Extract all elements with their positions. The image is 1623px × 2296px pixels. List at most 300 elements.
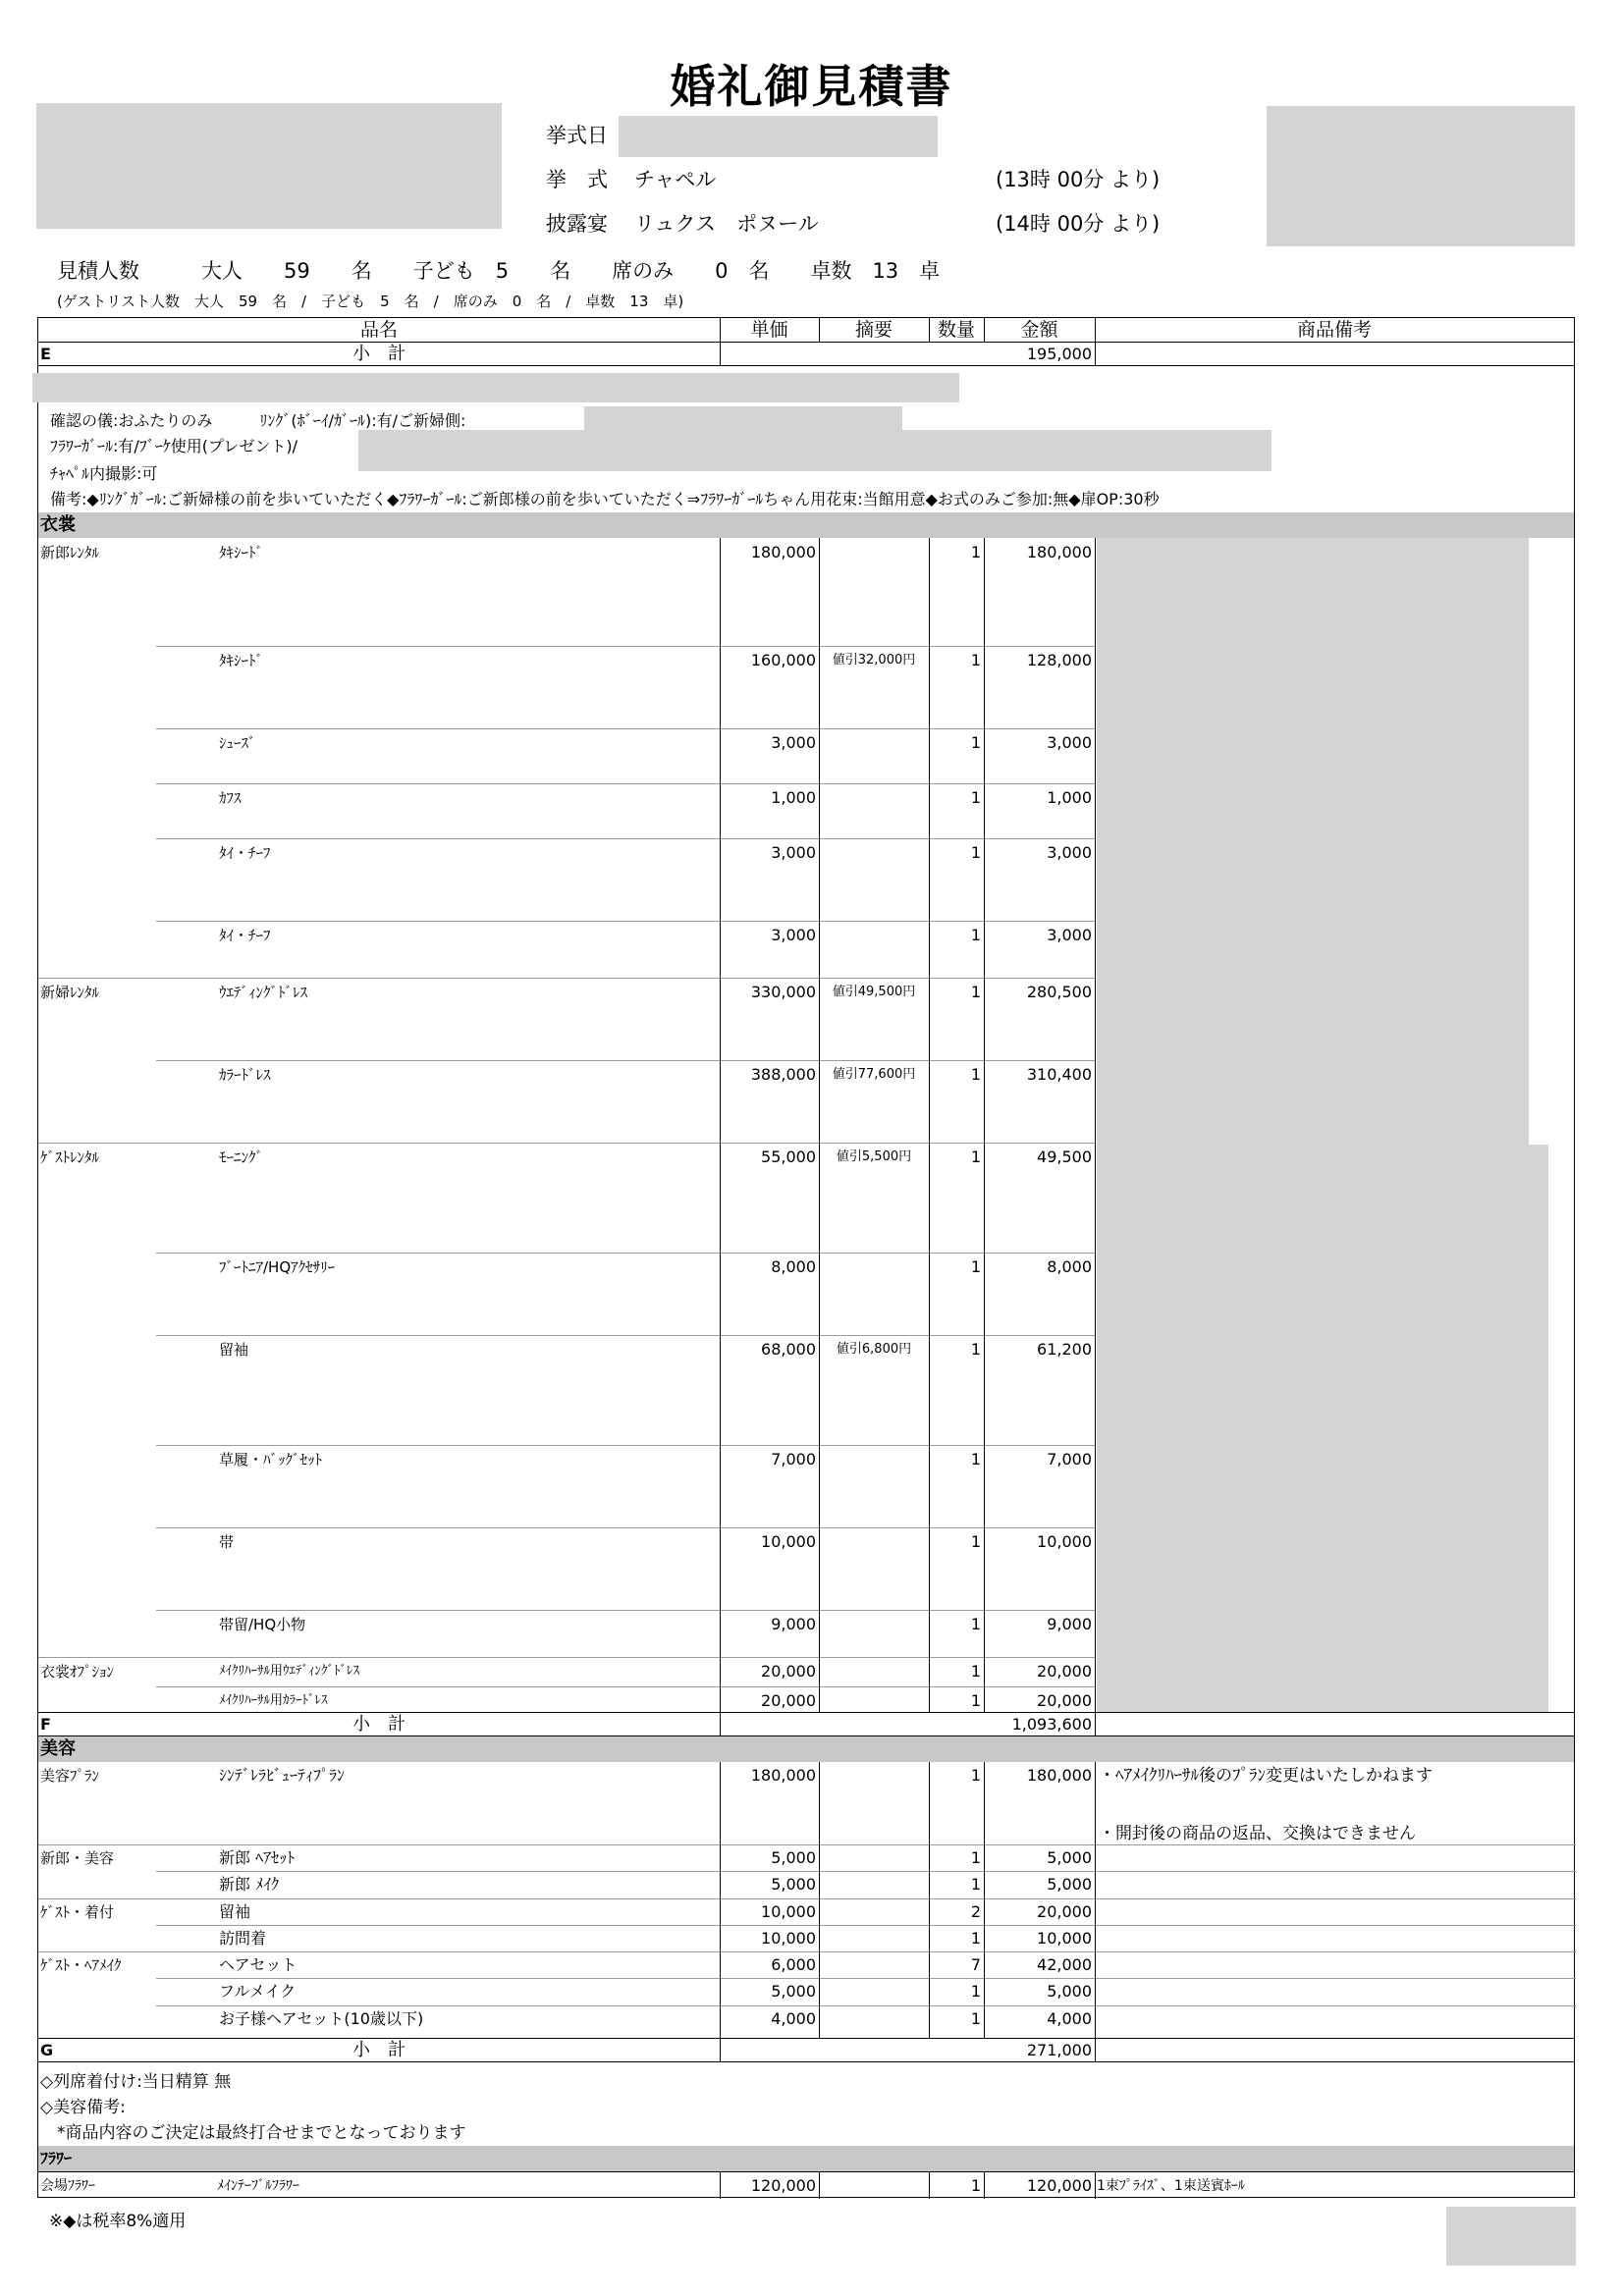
costume-unit-price: 180,000 [750, 543, 816, 561]
costume-item-name: ﾀｲ・ﾁｰﾌ [219, 927, 271, 944]
col-divider [929, 728, 930, 783]
row-divider [156, 838, 1095, 839]
section-flower-title: ﾌﾗﾜｰ [38, 2146, 1574, 2171]
costume-qty: 1 [970, 1148, 981, 1166]
costume-unit-price: 20,000 [761, 1662, 816, 1681]
flower-amount: 120,000 [1026, 2176, 1092, 2195]
section-g-subtotal: 271,000 [1026, 2041, 1092, 2059]
col-divider [984, 538, 985, 646]
row-divider [156, 1253, 1095, 1254]
beauty-remark: ・ﾍｱﾒｲｸﾘﾊｰｻﾙ後のﾌﾟﾗﾝ変更はいたしかねます [1099, 1766, 1433, 1786]
row-divider [38, 1657, 1095, 1658]
col-divider [1095, 1143, 1096, 1253]
section-costume-title: 衣裳 [38, 512, 1574, 538]
costume-qty: 1 [970, 733, 981, 752]
section-e-subtotal: 195,000 [1026, 345, 1092, 363]
col-divider [720, 1844, 721, 1871]
row-divider [156, 1445, 1095, 1446]
row-divider [38, 1898, 1576, 1899]
costume-amount: 3,000 [1047, 843, 1092, 862]
col-divider [819, 1143, 820, 1253]
costume-qty: 1 [970, 1662, 981, 1681]
flower-price: 120,000 [750, 2176, 816, 2195]
costume-amount: 9,000 [1047, 1615, 1092, 1633]
col-divider [819, 1253, 820, 1335]
col-divider [720, 1686, 721, 1712]
col-divider [1095, 1445, 1096, 1527]
costume-item-name: ｶﾗｰﾄﾞﾚｽ [219, 1066, 271, 1084]
redacted-date-value [619, 116, 938, 157]
row-divider [38, 1143, 1095, 1144]
col-divider [929, 783, 930, 838]
costume-summary: 値引32,000円 [832, 653, 916, 667]
section-g-subtotal-label: 小 計 [352, 2040, 406, 2060]
section-g-label: G [40, 2041, 54, 2059]
col-divider [1095, 838, 1096, 921]
row-divider [156, 2005, 1576, 2006]
beauty-unit-price: 10,000 [761, 1929, 816, 1948]
costume-item-name: ｳｴﾃﾞｨﾝｸﾞﾄﾞﾚｽ [219, 984, 308, 1001]
beauty-unit-price: 6,000 [771, 1955, 816, 1974]
col-divider [984, 1978, 985, 2005]
costume-qty: 1 [970, 1257, 981, 1276]
col-divider [819, 646, 820, 728]
row-divider [156, 1871, 1576, 1872]
beauty-amount: 4,000 [1047, 2009, 1092, 2028]
col-divider [720, 1762, 721, 1844]
col-divider [984, 1335, 985, 1445]
costume-summary: 値引5,500円 [836, 1149, 912, 1164]
footnote: ※◆は税率8%適用 [49, 2212, 187, 2231]
col-divider [984, 838, 985, 921]
col-divider [984, 1898, 985, 1925]
col-header-name: 品名 [359, 319, 398, 341]
col-divider [720, 538, 721, 646]
col-divider [720, 1610, 721, 1657]
estimate-table [37, 317, 1575, 2198]
beauty-item-name: フルメイク [219, 1982, 297, 2001]
col-divider [720, 1527, 721, 1610]
costume-item-name: 帯留/HQ小物 [219, 1616, 306, 1633]
costume-qty: 1 [970, 651, 981, 669]
costume-amount: 61,200 [1037, 1340, 1092, 1359]
costume-qty: 1 [970, 926, 981, 944]
col-divider [819, 1610, 820, 1657]
col-divider [929, 1527, 930, 1610]
col-divider [929, 838, 930, 921]
costume-unit-price: 55,000 [761, 1148, 816, 1166]
col-divider [1095, 1978, 1096, 2005]
col-divider [1095, 1925, 1096, 1951]
costume-qty: 1 [970, 1532, 981, 1551]
col-divider [929, 1978, 930, 2005]
col-divider [720, 1978, 721, 2005]
col-divider [1095, 978, 1096, 1060]
col-divider [984, 1253, 985, 1335]
col-divider [929, 1143, 930, 1253]
costume-category: 新婦ﾚﾝﾀﾙ [40, 984, 100, 1001]
costume-qty: 1 [970, 1691, 981, 1710]
col-divider [819, 1951, 820, 1978]
costume-unit-price: 388,000 [750, 1065, 816, 1084]
redacted-customer-block [36, 103, 502, 229]
col-divider [984, 921, 985, 978]
col-divider [1095, 1762, 1096, 1844]
beauty-note-1: ◇列席着付け:当日精算 無 [40, 2072, 232, 2092]
beauty-category: ｹﾞｽﾄ・着付 [40, 1903, 115, 1921]
redacted-costume-remarks-2 [1097, 1145, 1548, 1712]
col-divider [984, 1925, 985, 1951]
costume-item-name: 帯 [219, 1533, 235, 1551]
redacted-note-value [584, 406, 902, 430]
col-divider [1095, 728, 1096, 783]
col-divider [929, 1871, 930, 1898]
col-divider [984, 1844, 985, 1871]
col-divider [819, 1686, 820, 1712]
col-divider [1095, 1527, 1096, 1610]
col-header-summary: 摘要 [854, 319, 893, 341]
document-title: 婚礼御見積書 [670, 60, 953, 113]
costume-qty: 1 [970, 788, 981, 807]
section-e-note-4: 備考:◆ﾘﾝｸﾞｶﾞｰﾙ:ご新婦様の前を歩いていただく◆ﾌﾗﾜｰｶﾞｰﾙ:ご新郎様の前を歩いていただく⇒ﾌﾗﾜｰｶﾞｰﾙちゃん用花束:当館用意◆お式のみご参加:無◆扉OP:30秒 [50, 490, 1160, 508]
beauty-remark-2: ・開封後の商品の返品、交換はできません [1099, 1824, 1416, 1843]
beauty-item-name: ヘアセット [219, 1955, 298, 1974]
col-divider [984, 2005, 985, 2038]
col-divider [1095, 1844, 1096, 1871]
col-divider [1095, 646, 1096, 728]
col-divider [984, 1143, 985, 1253]
col-divider [819, 1978, 820, 2005]
col-divider [929, 1060, 930, 1143]
col-divider [1095, 1610, 1096, 1657]
costume-amount: 8,000 [1047, 1257, 1092, 1276]
beauty-unit-price: 5,000 [771, 1982, 816, 2001]
costume-amount: 280,500 [1026, 983, 1092, 1001]
col-divider [819, 783, 820, 838]
col-header-qty: 数量 [937, 319, 975, 341]
col-divider [720, 1925, 721, 1951]
costume-qty: 1 [970, 1450, 981, 1468]
beauty-item-name: ｼﾝﾃﾞﾚﾗﾋﾞｭｰﾃｨﾌﾟﾗﾝ [219, 1766, 346, 1785]
col-divider [984, 978, 985, 1060]
col-divider [720, 921, 721, 978]
costume-category: ｹﾞｽﾄﾚﾝﾀﾙ [40, 1148, 100, 1166]
beauty-category: 新郎・美容 [40, 1849, 115, 1867]
col-divider [984, 1527, 985, 1610]
col-divider [819, 1060, 820, 1143]
row-divider [156, 1335, 1095, 1336]
costume-amount: 7,000 [1047, 1450, 1092, 1468]
ceremony-label: 挙 式 [546, 168, 608, 191]
beauty-item-name: 新郎 ﾒｲｸ [219, 1875, 280, 1894]
col-divider [819, 921, 820, 978]
beauty-item-name: お子様ヘアセット(10歳以下) [219, 2009, 424, 2028]
row-divider [156, 1978, 1576, 1979]
col-divider [819, 538, 820, 646]
row-divider [156, 1686, 1095, 1687]
beauty-amount: 10,000 [1037, 1929, 1092, 1948]
col-divider [984, 1686, 985, 1712]
costume-amount: 20,000 [1037, 1662, 1092, 1681]
reception-label: 披露宴 [546, 212, 608, 236]
beauty-qty: 1 [970, 2009, 981, 2028]
col-divider [1095, 1898, 1096, 1925]
beauty-amount: 20,000 [1037, 1902, 1092, 1921]
col-divider [720, 1253, 721, 1335]
row-divider [38, 978, 1095, 979]
costume-unit-price: 3,000 [771, 733, 816, 752]
section-e-note-1: 確認の儀:おふたりのみ ﾘﾝｸﾞ(ﾎﾞｰｲ/ｶﾞｰﾙ):有/ご新婦側: [50, 411, 466, 430]
costume-summary: 値引77,600円 [832, 1067, 916, 1082]
col-divider [929, 1335, 930, 1445]
section-f-subtotal: 1,093,600 [1011, 1715, 1092, 1734]
costume-category: 新郎ﾚﾝﾀﾙ [40, 544, 100, 561]
col-divider [1095, 1871, 1096, 1898]
beauty-item-name: 留袖 [219, 1902, 251, 1921]
col-divider [1095, 1253, 1096, 1335]
costume-qty: 1 [970, 843, 981, 862]
col-divider [1095, 538, 1096, 646]
beauty-amount: 5,000 [1047, 1982, 1092, 2001]
redacted-costume-remarks [1097, 538, 1529, 1145]
costume-unit-price: 10,000 [761, 1532, 816, 1551]
redacted-page-stamp [1446, 2207, 1576, 2266]
col-divider [929, 978, 930, 1060]
costume-amount: 3,000 [1047, 733, 1092, 752]
costume-item-name: ｼｭｰｽﾞ [219, 734, 256, 752]
col-divider [720, 1657, 721, 1686]
col-divider [984, 728, 985, 783]
beauty-unit-price: 10,000 [761, 1902, 816, 1921]
section-e-subtotal-label: 小 計 [352, 344, 406, 364]
costume-amount: 128,000 [1026, 651, 1092, 669]
col-divider [819, 838, 820, 921]
costume-item-name: ﾓｰﾆﾝｸﾞ [219, 1148, 264, 1166]
beauty-item-name: 訪問着 [219, 1929, 267, 1948]
costume-qty: 1 [970, 1615, 981, 1633]
col-divider [984, 1657, 985, 1686]
beauty-category: ｹﾞｽﾄ・ﾍｱﾒｲｸ [40, 1956, 122, 1974]
row-divider [156, 646, 1095, 647]
col-divider [720, 1898, 721, 1925]
costume-item-name: ﾀｲ・ﾁｰﾌ [219, 844, 271, 862]
costume-item-name: 草履・ﾊﾞｯｸﾞｾｯﾄ [219, 1451, 323, 1468]
beauty-amount: 5,000 [1047, 1875, 1092, 1894]
costume-unit-price: 160,000 [750, 651, 816, 669]
section-e-note-3: ﾁｬﾍﾟﾙ内撮影:可 [50, 464, 158, 483]
beauty-amount: 5,000 [1047, 1848, 1092, 1867]
costume-item-name: ﾒｲｸﾘﾊｰｻﾙ用ｳｴﾃﾞｨﾝｸﾞﾄﾞﾚｽ [219, 1664, 360, 1679]
col-divider [720, 838, 721, 921]
reception-value: リュクス ポヌール [634, 212, 819, 236]
beauty-item-name: 新郎 ﾍｱｾｯﾄ [219, 1848, 296, 1867]
col-divider [929, 1610, 930, 1657]
col-divider [819, 1445, 820, 1527]
costume-qty: 1 [970, 983, 981, 1001]
costume-item-name: ﾀｷｼｰﾄﾞ [219, 652, 264, 669]
costume-item-name: ﾀｷｼｰﾄﾞ [219, 544, 264, 561]
beauty-qty: 1 [970, 1929, 981, 1948]
col-divider [819, 1898, 820, 1925]
costume-summary: 値引6,800円 [836, 1342, 912, 1357]
col-divider [819, 1925, 820, 1951]
col-divider [929, 538, 930, 646]
reception-time: (14時 00分 より) [996, 212, 1161, 236]
flower-qty: 1 [970, 2176, 981, 2195]
costume-item-name: ﾌﾞｰﾄﾆｱ/HQｱｸｾｻﾘｰ [219, 1258, 336, 1276]
beauty-qty: 1 [970, 1875, 981, 1894]
col-divider [720, 646, 721, 728]
costume-item-name: ﾒｲｸﾘﾊｰｻﾙ用ｶﾗｰﾄﾞﾚｽ [219, 1693, 328, 1708]
col-divider [819, 1335, 820, 1445]
col-divider [984, 1610, 985, 1657]
beauty-qty: 1 [970, 1848, 981, 1867]
col-divider [1095, 783, 1096, 838]
row-divider [156, 1527, 1095, 1528]
estimate-count: 見積人数 大人 59 名 子ども 5 名 席のみ 0 名 卓数 13 卓 [57, 259, 941, 283]
row-divider [156, 728, 1095, 729]
col-divider [819, 728, 820, 783]
col-divider [929, 1925, 930, 1951]
row-divider [38, 1951, 1576, 1952]
col-divider [929, 1762, 930, 1844]
col-header-unit-price: 単価 [750, 319, 788, 341]
costume-unit-price: 20,000 [761, 1691, 816, 1710]
costume-amount: 20,000 [1037, 1691, 1092, 1710]
beauty-note-2: ◇美容備考: [40, 2098, 126, 2117]
col-divider [984, 1951, 985, 1978]
col-divider [720, 1060, 721, 1143]
costume-amount: 1,000 [1047, 788, 1092, 807]
flower-name: ﾒｲﾝﾃｰﾌﾞﾙﾌﾗﾜｰ [217, 2178, 299, 2194]
beauty-qty: 7 [970, 1955, 981, 1974]
beauty-unit-price: 180,000 [750, 1766, 816, 1785]
col-divider [720, 1143, 721, 1253]
col-divider [984, 1871, 985, 1898]
costume-amount: 49,500 [1037, 1148, 1092, 1166]
costume-amount: 310,400 [1026, 1065, 1092, 1084]
guestlist-count: (ゲストリスト人数 大人 59 名 / 子ども 5 名 / 席のみ 0 名 / 卓数 13 卓) [57, 293, 684, 310]
costume-item-name: 留袖 [219, 1341, 249, 1359]
costume-unit-price: 3,000 [771, 843, 816, 862]
col-divider [819, 1527, 820, 1610]
costume-unit-price: 68,000 [761, 1340, 816, 1359]
beauty-qty: 2 [970, 1902, 981, 1921]
redacted-note-line [32, 373, 959, 402]
col-header-remarks: 商品備考 [1296, 319, 1372, 341]
col-divider [929, 2005, 930, 2038]
beauty-note-3: *商品内容のご決定は最終打合せまでとなっております [40, 2123, 466, 2143]
beauty-unit-price: 4,000 [771, 2009, 816, 2028]
col-divider [1095, 1951, 1096, 1978]
col-divider [1095, 921, 1096, 978]
costume-unit-price: 3,000 [771, 926, 816, 944]
col-divider [819, 1871, 820, 1898]
costume-qty: 1 [970, 543, 981, 561]
costume-qty: 1 [970, 1065, 981, 1084]
col-divider [929, 1253, 930, 1335]
costume-unit-price: 7,000 [771, 1450, 816, 1468]
section-e-label: E [40, 345, 51, 363]
beauty-amount: 180,000 [1026, 1766, 1092, 1785]
beauty-qty: 1 [970, 1766, 981, 1785]
row-divider [38, 1844, 1576, 1845]
col-divider [929, 1657, 930, 1686]
section-f-subtotal-label: 小 計 [352, 1714, 406, 1735]
beauty-unit-price: 5,000 [771, 1848, 816, 1867]
col-header-amount: 金額 [1020, 319, 1058, 341]
beauty-category: 美容ﾌﾟﾗﾝ [40, 1767, 100, 1785]
row-divider [156, 921, 1095, 922]
row-divider [156, 783, 1095, 784]
col-divider [929, 646, 930, 728]
col-divider [819, 978, 820, 1060]
col-divider [984, 783, 985, 838]
col-divider [929, 1686, 930, 1712]
col-divider [1095, 1686, 1096, 1712]
ceremony-value: チャペル [634, 168, 717, 191]
col-divider [720, 1871, 721, 1898]
col-divider [819, 1762, 820, 1844]
col-divider [929, 1951, 930, 1978]
col-divider [1095, 1060, 1096, 1143]
col-divider [929, 921, 930, 978]
col-divider [929, 1898, 930, 1925]
costume-item-name: ｶﾌｽ [219, 789, 242, 807]
col-divider [984, 646, 985, 728]
col-divider [720, 1445, 721, 1527]
row-divider [156, 1060, 1095, 1061]
costume-summary: 値引49,500円 [832, 985, 916, 999]
section-f-label: F [40, 1715, 51, 1734]
flower-remark: 1束ﾌﾟﾗｲｽﾞ、1束送賓ﾎｰﾙ [1097, 2178, 1245, 2194]
flower-cat: 会場ﾌﾗﾜｰ [40, 2178, 95, 2194]
col-divider [984, 1762, 985, 1844]
costume-unit-price: 330,000 [750, 983, 816, 1001]
col-divider [929, 1844, 930, 1871]
section-beauty-title: 美容 [38, 1736, 1574, 1762]
beauty-qty: 1 [970, 1982, 981, 2001]
redacted-venue-block [1267, 106, 1575, 246]
costume-unit-price: 9,000 [771, 1615, 816, 1633]
costume-qty: 1 [970, 1340, 981, 1359]
col-divider [720, 728, 721, 783]
costume-category: 衣裳ｵﾌﾟｼｮﾝ [40, 1663, 115, 1681]
beauty-amount: 42,000 [1037, 1955, 1092, 1974]
date-label: 挙式日 [546, 124, 608, 147]
costume-amount: 180,000 [1026, 543, 1092, 561]
section-e-note-2: ﾌﾗﾜｰｶﾞｰﾙ:有/ﾌﾞｰｹ使用(プレゼント)/ [50, 437, 298, 455]
col-divider [1095, 1335, 1096, 1445]
costume-amount: 3,000 [1047, 926, 1092, 944]
redacted-note-value-2 [358, 430, 1271, 471]
beauty-unit-price: 5,000 [771, 1875, 816, 1894]
col-divider [720, 783, 721, 838]
costume-unit-price: 1,000 [771, 788, 816, 807]
row-divider [156, 1610, 1095, 1611]
col-divider [929, 1445, 930, 1527]
col-divider [984, 1445, 985, 1527]
costume-unit-price: 8,000 [771, 1257, 816, 1276]
col-divider [720, 978, 721, 1060]
col-divider [720, 1335, 721, 1445]
col-divider [1095, 1657, 1096, 1686]
col-divider [984, 1060, 985, 1143]
col-divider [720, 2005, 721, 2038]
col-divider [819, 1844, 820, 1871]
costume-amount: 10,000 [1037, 1532, 1092, 1551]
row-divider [156, 1925, 1576, 1926]
